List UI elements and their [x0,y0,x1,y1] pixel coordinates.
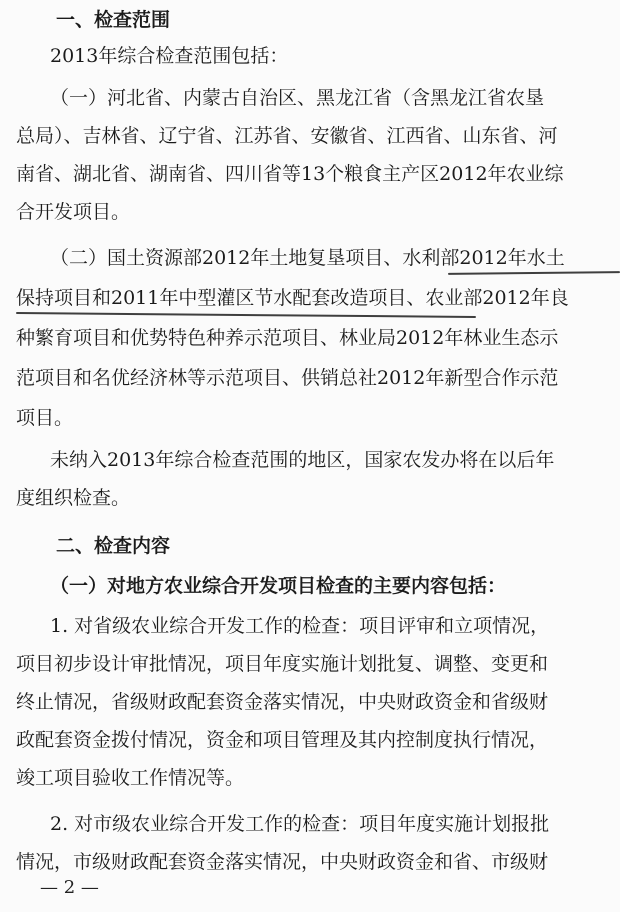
text-line: 未纳入2013年综合检查范围的地区，国家农发办将在以后年 [50,449,555,471]
section-heading-scope: 一、检查范围 [56,9,171,31]
text-line: 2. 对市级农业综合开发工作的检查：项目年度实施计划报批 [50,813,550,835]
scope-intro-line: 2013年综合检查范围包括： [50,45,289,67]
text-line: 政配套资金拨付情况，资金和项目管理及其内控制度执行情况， [16,729,549,751]
page-number: — 2 — [40,877,99,898]
text-line: （一）河北省、内蒙古自治区、黑龙江省（含黑龙江省农垦 [50,87,545,109]
text-line: 项目初步设计审批情况，项目年度实施计划批复、调整、变更和 [16,653,549,675]
text-line: 终止情况，省级财政配套资金落实情况，中央财政资金和省级财 [16,691,549,713]
text-line: 竣工项目验收工作情况等。 [16,767,245,789]
text-line: 南省、湖北省、湖南省、四川省等13个粮食主产区2012年农业综 [16,163,564,185]
text-line: 度组织检查。 [16,487,131,509]
text-line: 情况，市级财政配套资金落实情况，中央财政资金和省、市级财 [16,851,549,873]
text-line: 项目。 [16,407,74,429]
subsection-heading: （一）对地方农业综合开发项目检查的主要内容包括： [50,575,507,597]
text-line: 范项目和名优经济林等示范项目、供销总社2012年新型合作示范 [16,367,559,389]
text-line: 种繁育项目和优势特色种养示范项目、林业局2012年林业生态示 [16,327,559,349]
text-line: （二）国土资源部2012年土地复垦项目、水利部2012年水土 [50,247,565,269]
text-line: 总局）、吉林省、辽宁省、江苏省、安徽省、江西省、山东省、河 [16,125,558,147]
text-line: 保持项目和2011年中型灌区节水配套改造项目、农业部2012年良 [16,287,569,309]
text-line: 1. 对省级农业综合开发工作的检查：项目评审和立项情况， [50,615,550,637]
section-heading-content: 二、检查内容 [56,535,171,557]
text-line: 合开发项目。 [16,201,131,223]
